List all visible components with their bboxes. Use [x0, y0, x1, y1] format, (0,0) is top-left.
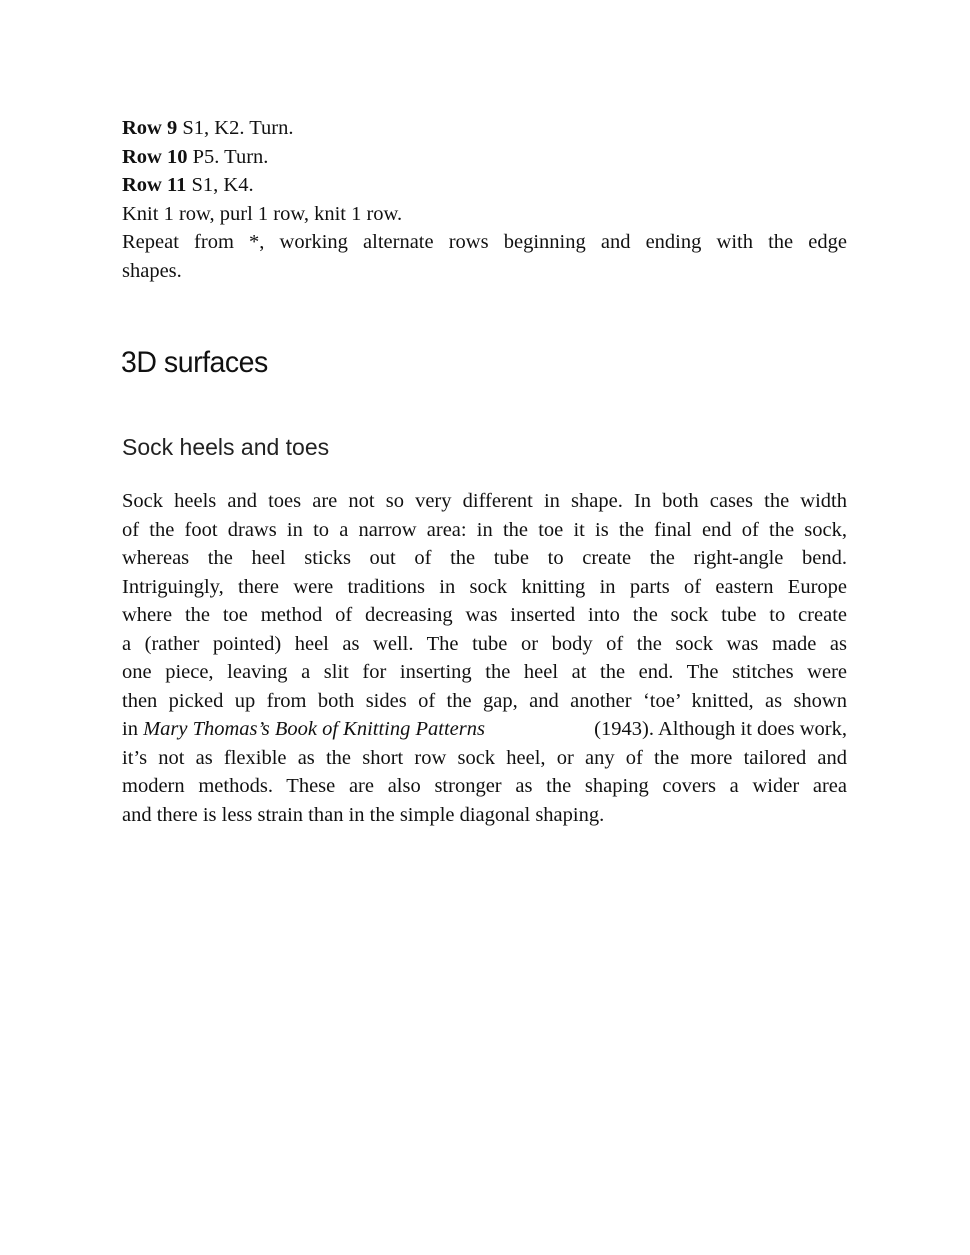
row-10 — [122, 143, 847, 172]
line-text: (1943). Although it does work, — [594, 718, 847, 740]
row-text: P5. Turn. — [187, 145, 269, 168]
paragraph-line: where the toe method of decreasing was inserted into the sock tube to create — [122, 604, 847, 626]
section-heading: 3D surfaces — [121, 346, 268, 379]
row-text: S1, K4. — [186, 174, 254, 196]
paragraph-line: one piece, leaving a slit for inserting the heel at the end. The stitches were — [122, 661, 847, 683]
paragraph-line: whereas the heel sticks out of the tube to create the right-angle bend. — [122, 547, 847, 569]
paragraph-line: modern methods. These are also stronger as the shaping covers a wider area — [122, 775, 847, 797]
line-segment — [122, 715, 485, 744]
paragraph-line: and there is less strain than in the simple diagonal shaping. — [122, 803, 605, 826]
row-label: Row 10 — [122, 145, 188, 168]
row-label: Row 9 — [122, 117, 178, 139]
subsection-heading: Sock heels and toes — [122, 434, 330, 460]
row-9 — [122, 114, 847, 143]
paragraph-line: Sock heels and toes are not so very different in shape. In both cases the width — [122, 490, 847, 512]
repeat-line: Repeat from *, working alternate rows beginning and ending with the edge — [122, 231, 847, 253]
repeat-line: shapes. — [122, 259, 182, 282]
line-text: in — [122, 718, 144, 740]
row-text: S1, K2. Turn. — [177, 117, 294, 139]
row-11 — [122, 171, 847, 200]
knit-line: Knit 1 row, purl 1 row, knit 1 row. — [122, 202, 403, 225]
paragraph-line: a (rather pointed) heel as well. The tube or body of the sock was made as — [122, 632, 847, 655]
row-label: Row 11 — [122, 174, 187, 196]
body-paragraph — [122, 487, 847, 829]
book-title: Mary Thomas’s Book of Knitting Patterns — [143, 718, 485, 740]
paragraph-line: then picked up from both sides of the gap, and another ‘toe’ knitted, as shown — [122, 689, 847, 712]
paragraph-line: of the foot draws in to a narrow area: in the toe it is the final end of the sock, — [122, 518, 847, 541]
paragraph-line: it’s not as flexible as the short row sock heel, or any of the more tailored and — [122, 746, 847, 769]
knitting-instructions — [122, 114, 847, 285]
paragraph-line — [122, 715, 847, 744]
paragraph-line: Intriguingly, there were traditions in sock knitting in parts of eastern Europe — [122, 575, 847, 598]
